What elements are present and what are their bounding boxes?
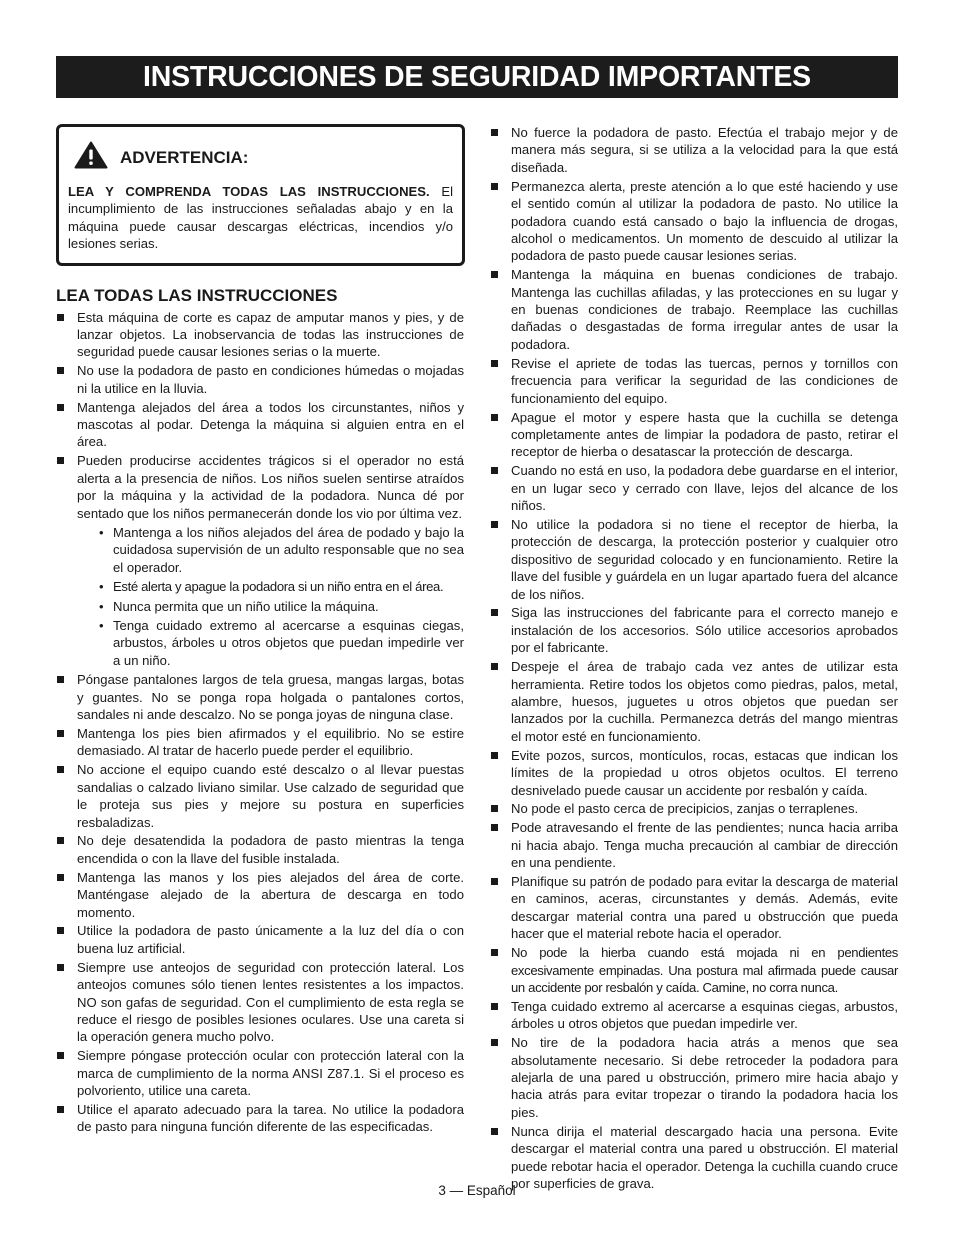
list-item: No utilice la podadora si no tiene el receptor de hierba, la protección de descarga, la protección posterior y cualquier otro dispositivo de seguridad colocado y en funcionamiento. Retire la llave del fusible y guárdela en un lugar apartado fuera del alcance de los niños. [490,516,898,603]
sub-list-item: • Nunca permita que un niño utilice la máquina. [77,598,464,615]
warning-triangle-icon [74,141,108,169]
list-item: Utilice la podadora de pasto únicamente a la luz del día o con buena luz artificial. [56,922,464,957]
list-item: Siempre póngase protección ocular con protección lateral con la marca de cumplimiento de la norma ANSI Z87.1. Si el proceso es polvoriento, utilice una careta. [56,1047,464,1099]
sub-list-item: • Mantenga a los niños alejados del área de podado y bajo la cuidadosa supervisión de un adulto responsable que no sea el operador. [77,524,464,576]
left-list [56,309,464,1136]
list-item: Planifique su patrón de podado para evitar la descarga de material en caminos, aceras, circunstantes y demás. Además, evite descargar material contra una pared u obstrucción que pueda hacer que el material rebote hacia el operador. [490,873,898,943]
list-item: Esta máquina de corte es capaz de amputar manos y pies, y de lanzar objetos. La inobservancia de todas las instrucciones de seguridad puede causar lesiones serias o la muerte. [56,309,464,361]
list-item-children [56,452,464,669]
right-list [490,124,898,1192]
list-item: Tenga cuidado extremo al acercarse a esquinas ciegas, arbustos, árboles u otros objetos que puedan impedirle ver. [490,998,898,1033]
list-item: Póngase pantalones largos de tela gruesa, mangas largas, botas y guantes. No se ponga ropa holgada o pantalones cortos, sandales ni ande descalzo. No se ponga joyas de ninguna clase. [56,671,464,723]
list-item: No deje desatendida la podadora de pasto mientras la tenga encendida o con la llave del fusible instalada. [56,832,464,867]
list-item: Siga las instrucciones del fabricante para el correcto manejo e instalación de los accesorios. Sólo utilice accesorios aprobados por el fabricante. [490,604,898,656]
list-item: No fuerce la podadora de pasto. Efectúa el trabajo mejor y de manera más segura, si se utiliza a la velocidad para la que está diseñada. [490,124,898,176]
warning-text [68,183,453,253]
left-column [56,124,464,1137]
list-item: Mantenga alejados del área a todos los circunstantes, niños y mascotas al podar. Detenga la máquina si alguien entra en el área. [56,399,464,451]
list-item: No pode el pasto cerca de precipicios, zanjas o terraplenes. [490,800,898,817]
list-item: No pode la hierba cuando está mojada ni en pendientes excesivamente empinadas. Una postura mal afirmada puede causar un accidente por resbalón y caída. Camine, no corra nunca. [490,944,898,996]
sub-list-item: • Tenga cuidado extremo al acercarse a esquinas ciegas, arbustos, árboles u otros objetos que puedan impedirle ver a un niño. [77,617,464,669]
warning-body: El incumplimiento de las instrucciones señaladas abajo y en la máquina puede causar descargas eléctricas, incendios y/o lesiones serias. [68,184,453,252]
list-item: Utilice el aparato adecuado para la tarea. No utilice la podadora de pasto para ninguna función diferente de las especificadas. [56,1101,464,1136]
page-footer: 3 — Español [438,1183,516,1198]
list-item: Nunca dirija el material descargado hacia una persona. Evite descargar el material contra una pared u obstrucción. El material puede rebotar hacia el operador. Detenga la cuchilla cuando cruce por superficies de grava. [490,1123,898,1193]
list-item: Mantenga los pies bien afirmados y el equilibrio. No se estire demasiado. Al tratar de hacerlo puede perder el equilibrio. [56,725,464,760]
warning-box [56,124,465,266]
list-item: Pode atravesando el frente de las pendientes; nunca hacia arriba ni hacia abajo. Tenga mucha precaución al cambiar de dirección en una pendiente. [490,819,898,871]
list-item: Revise el apriete de todas las tuercas, pernos y tornillos con frecuencia para verificar la seguridad de las condiciones de funcionamiento del equipo. [490,355,898,407]
list-item: Evite pozos, surcos, montículos, rocas, estacas que indican los límites de la propiedad u otros objetos ocultos. El terreno desnivelado puede causar un accidente por resbalón y caída. [490,747,898,799]
list-item: Despeje el área de trabajo cada vez antes de utilizar esta herramienta. Retire todos los objetos como piedras, palos, metal, alambre, huesos, juguetes u otros objetos que puedan ser lanzados por la cuchilla. Permanezca detrás del mango mientras el motor esté en funcionamiento. [490,658,898,745]
page-title: INSTRUCCIONES DE SEGURIDAD IMPORTANTES [56,56,898,98]
list-item: No use la podadora de pasto en condiciones húmedas o mojadas ni la utilice en la lluvia. [56,362,464,397]
list-item: Siempre use anteojos de seguridad con protección lateral. Los anteojos comunes sólo tienen lentes resistentes a los impactos. NO son gafas de seguridad. Con el cumplimiento de esta regla se reduce el riesgo de posibles lesiones oculares. Use una careta si la operación genera mucho polvo. [56,959,464,1046]
warning-header [68,135,453,179]
list-item: Mantenga las manos y los pies alejados del área de corte. Manténgase alejado de la abertura de descarga en todo momento. [56,869,464,921]
list-item: Permanezca alerta, preste atención a lo que esté haciendo y use el sentido común al utilizar la podadora de pasto. No utilice la podadora cuando está cansado o bajo la influencia de drogas, alcohol o medicamentos. Un momento de descuido al utilizar la podadora de pasto puede causar lesiones serias. [490,178,898,265]
list-item: Apague el motor y espere hasta que la cuchilla se detenga completamente antes de limpiar la podadora de pasto, retirar el receptor de hierba o desatascar la protección de descarga. [490,409,898,461]
right-column [490,124,898,1194]
list-item: Cuando no está en uso, la podadora debe guardarse en el interior, en un lugar seco y cerrado con llave, lejos del alcance de los niños. [490,462,898,514]
children-sublist [77,524,464,669]
warning-lead: LEA Y COMPRENDA TODAS LAS INSTRUCCIONES. [68,184,430,199]
list-item: No tire de la podadora hacia atrás a menos que sea absolutamente necesario. Si debe retroceder la podadora para alejarla de una pared u obstrucción, primero mire hacia abajo y hacia atrás para evitar tropezar o tirando la podadora hacia los pies. [490,1034,898,1121]
list-item-text: Pueden producirse accidentes trágicos si el operador no está alerta a la presencia de niños. Los niños suelen sentirse atraídos por la máquina y la actividad de la podadora. Nunca dé por sentado que los niños permanecerán donde los vio por última vez. [77,453,464,521]
warning-title: ADVERTENCIA: [120,148,249,167]
list-item: No accione el equipo cuando esté descalzo o al llevar puestas sandalias o calzado liviano similar. Use calzado de seguridad que le proteja sus pies y mejore su postura en superficies resbaladizas. [56,761,464,831]
sub-list-item: • Esté alerta y apague la podadora si un niño entra en el área. [77,578,464,595]
list-item: Mantenga la máquina en buenas condiciones de trabajo. Mantenga las cuchillas afiladas, y las protecciones en su lugar y en buenas condiciones de trabajo. Reemplace las cuchillas dañadas o desgastadas de forma irregular antes de usar la podadora. [490,266,898,353]
section-title: LEA TODAS LAS INSTRUCCIONES [56,285,338,305]
